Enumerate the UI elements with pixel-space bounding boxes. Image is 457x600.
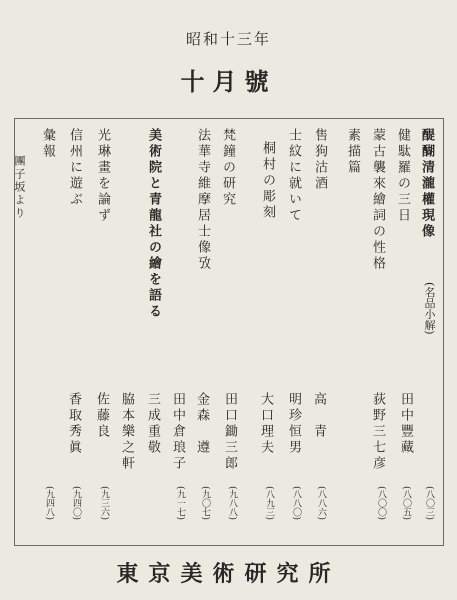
toc-author-9: 金森 遵 [194,392,209,456]
publisher-footer: 東京美術研究所 [116,561,341,587]
toc-page-10: (九一七) [175,486,185,521]
toc-title-6: 士紋に就いて [286,128,301,224]
toc-author-8: 田口鋤三郎 [222,392,237,472]
toc-page-6: (八八〇) [291,486,301,521]
toc-title-13: 光琳畫を論ず [95,128,110,224]
toc-author-14: 香取秀眞 [66,392,81,456]
toc-page-15: (九四八) [44,486,54,521]
toc-title-15: 彙報 [40,128,55,160]
toc-title-3: 蒙古襲來繪詞の性格 [370,128,385,272]
toc-author-10: 田中倉琅子 [170,392,185,472]
toc-title-16: 團子坂より [13,155,26,220]
toc-author-13: 佐藤良 [94,392,109,440]
toc-author-11: 三成重敬 [145,392,160,456]
toc-title-2: 健駄羅の三日 [395,128,410,224]
issue-heading: 十月號 [180,67,277,96]
toc-author-6: 明珍恒男 [286,392,301,456]
toc-page-3: (八〇〇) [376,486,386,521]
toc-note-1: (名品小解) [423,282,436,335]
toc-title-14: 信州に遊ぶ [67,128,82,208]
toc-page-7: (八九三) [264,486,274,521]
toc-title-9: 法華寺維摩居士像攷 [195,128,210,272]
era-heading: 昭和十三年 [185,30,271,48]
toc-page-1: (八〇三) [424,486,434,521]
toc-title-7: 桐村の彫刻 [260,141,275,221]
toc-title-5: 售狗沽酒 [312,128,327,192]
toc-author-12: 脇本樂之軒 [119,392,134,472]
toc-author-1: 田中豐藏 [398,392,413,456]
toc-page-2: (八〇五) [401,486,411,521]
toc-title-4: 素描篇 [345,128,360,176]
toc-page-5: (八八六) [316,486,326,521]
toc-page-13: (九三六) [99,486,109,521]
toc-title-1: 醍醐清瀧權現像 [419,128,434,240]
toc-title-8: 梵鐘の研究 [220,128,235,208]
toc-author-5: 高 青 [311,392,326,440]
toc-author-3: 荻野三七彦 [370,392,385,472]
toc-page-9: (九〇七) [200,486,210,521]
toc-page-8: (九八八) [227,486,237,521]
toc-page-14: (九四〇) [71,486,81,521]
toc-title-10: 美術院と青龍社の繪を語る [146,128,161,320]
toc-author-7: 大口理夫 [258,392,273,456]
